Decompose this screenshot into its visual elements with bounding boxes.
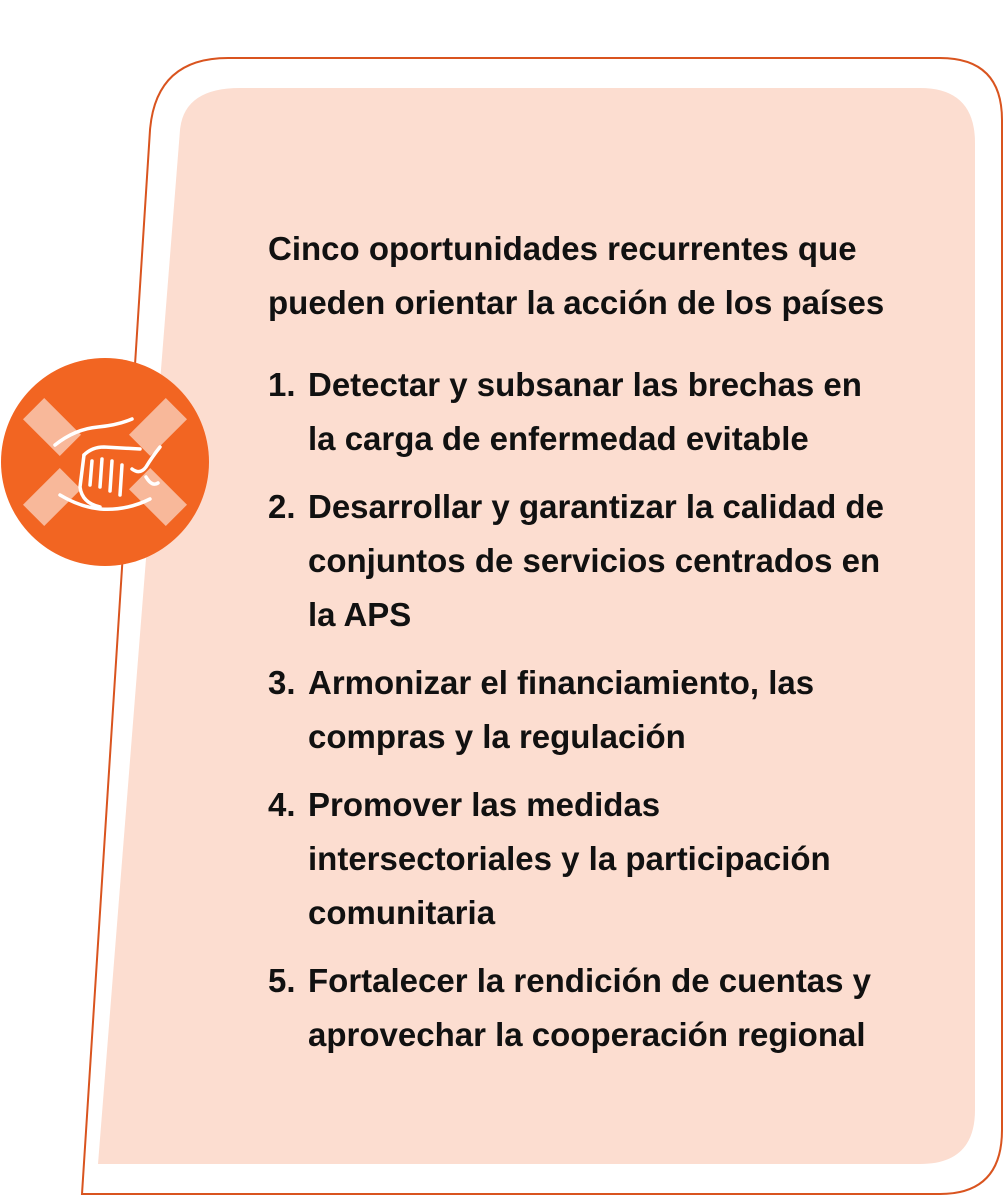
list-item-text: Fortalecer la rendición de cuentas y aprovechar la cooperación regional	[308, 962, 872, 1053]
list-item	[268, 358, 968, 466]
list-item-text: Promover las medidas intersectoriales y la participación comunitaria	[308, 786, 831, 931]
joined-hands-icon	[0, 357, 210, 567]
list-item-number: 2.	[268, 488, 296, 525]
panel-heading: Cinco oportunidades recurrentes que pueden orientar la acción de los países	[268, 230, 885, 321]
list-item	[268, 480, 968, 642]
list-item-text: Detectar y subsanar las brechas en la carga de enfermedad evitable	[308, 366, 862, 457]
list-item	[268, 954, 968, 1062]
list-item-number: 4.	[268, 786, 296, 823]
list-item	[268, 656, 968, 764]
opportunities-list	[268, 358, 968, 1076]
list-item-number: 3.	[268, 664, 296, 701]
list-item-text: Desarrollar y garantizar la calidad de conjuntos de servicios centrados en la APS	[308, 488, 884, 633]
list-item-number: 1.	[268, 366, 296, 403]
list-item-number: 5.	[268, 962, 296, 999]
list-item	[268, 778, 968, 940]
list-item-text: Armonizar el financiamiento, las compras y la regulación	[308, 664, 815, 755]
